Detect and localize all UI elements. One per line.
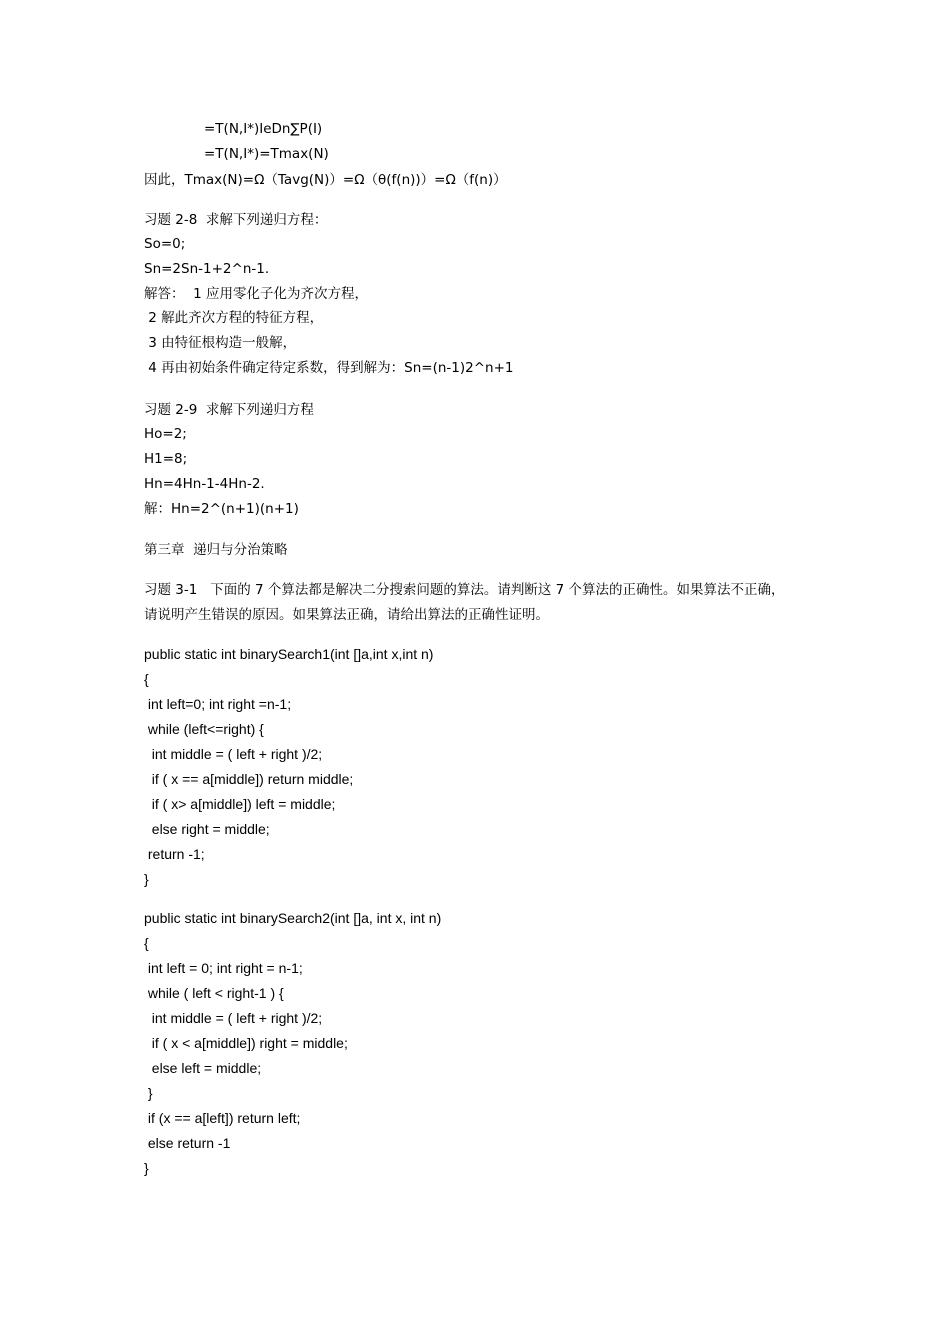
code-line: if ( x> a[middle]) left = middle; [144, 796, 336, 812]
code-line: } [144, 871, 149, 887]
exercise-2-9-eq2: H1=8; [144, 451, 188, 467]
exercise-2-8-step2: 2 解此齐次方程的特征方程， [144, 310, 324, 326]
code-line: else return -1 [144, 1135, 231, 1151]
exercise-2-8-step3: 3 由特征根构造一般解， [144, 335, 297, 351]
code-line: int middle = ( left + right )/2; [144, 746, 323, 762]
conclusion-line: 因此，Tmax(N)=Ω（Tavg(N)）=Ω（θ(f(n))）=Ω（f(n)） [144, 172, 507, 188]
code-line: { [144, 935, 149, 951]
exercise-2-8-eq1: So=0; [144, 236, 186, 252]
code-line: public static int binarySearch1(int []a,int x,int n) [144, 646, 434, 662]
exercise-2-8-title: 习题 2-8 求解下列递归方程： [144, 212, 328, 228]
exercise-2-9-title: 习题 2-9 求解下列递归方程 [144, 402, 314, 418]
code-line: else right = middle; [144, 821, 270, 837]
exercise-3-1-line1: 习题 3-1 下面的 7 个算法都是解决二分搜索问题的算法。请判断这 7 个算法的正确性。如果算法不正确， [144, 582, 785, 598]
exercise-3-1-line2: 请说明产生错误的原因。如果算法正确，请给出算法的正确性证明。 [144, 607, 549, 623]
exercise-2-9-eq3: Hn=4Hn-1-4Hn-2. [144, 476, 265, 492]
exercise-2-8-eq2: Sn=2Sn-1+2^n-1. [144, 261, 270, 277]
code-line: if (x == a[left]) return left; [144, 1110, 301, 1126]
formula-line-2: =T(N,I*)=Tmax(N) [204, 146, 329, 162]
code-line: int middle = ( left + right )/2; [144, 1010, 323, 1026]
chapter-3-heading: 第三章 递归与分治策略 [144, 542, 288, 558]
code-line: return -1; [144, 846, 205, 862]
code-line: public static int binarySearch2(int []a, int x, int n) [144, 910, 442, 926]
code-line: { [144, 671, 149, 687]
code-line: else left = middle; [144, 1060, 262, 1076]
code-line: if ( x == a[middle]) return middle; [144, 771, 354, 787]
code-line: int left = 0; int right = n-1; [144, 960, 303, 976]
exercise-2-9-answer: 解：Hn=2^(n+1)(n+1) [144, 501, 299, 517]
code-line: while ( left < right-1 ) { [144, 985, 284, 1001]
exercise-2-9-eq1: Ho=2; [144, 426, 187, 442]
code-line: if ( x < a[middle]) right = middle; [144, 1035, 348, 1051]
code-line: while (left<=right) { [144, 721, 264, 737]
exercise-2-8-answer-intro: 解答： 1 应用零化子化为齐次方程， [144, 286, 368, 302]
formula-line-1: =T(N,I*)IeDn∑P(I) [204, 121, 323, 137]
code-line: } [144, 1160, 149, 1176]
code-line: int left=0; int right =n-1; [144, 696, 292, 712]
code-line: } [144, 1085, 153, 1101]
exercise-2-8-step4: 4 再由初始条件确定待定系数，得到解为：Sn=(n-1)2^n+1 [144, 360, 514, 376]
